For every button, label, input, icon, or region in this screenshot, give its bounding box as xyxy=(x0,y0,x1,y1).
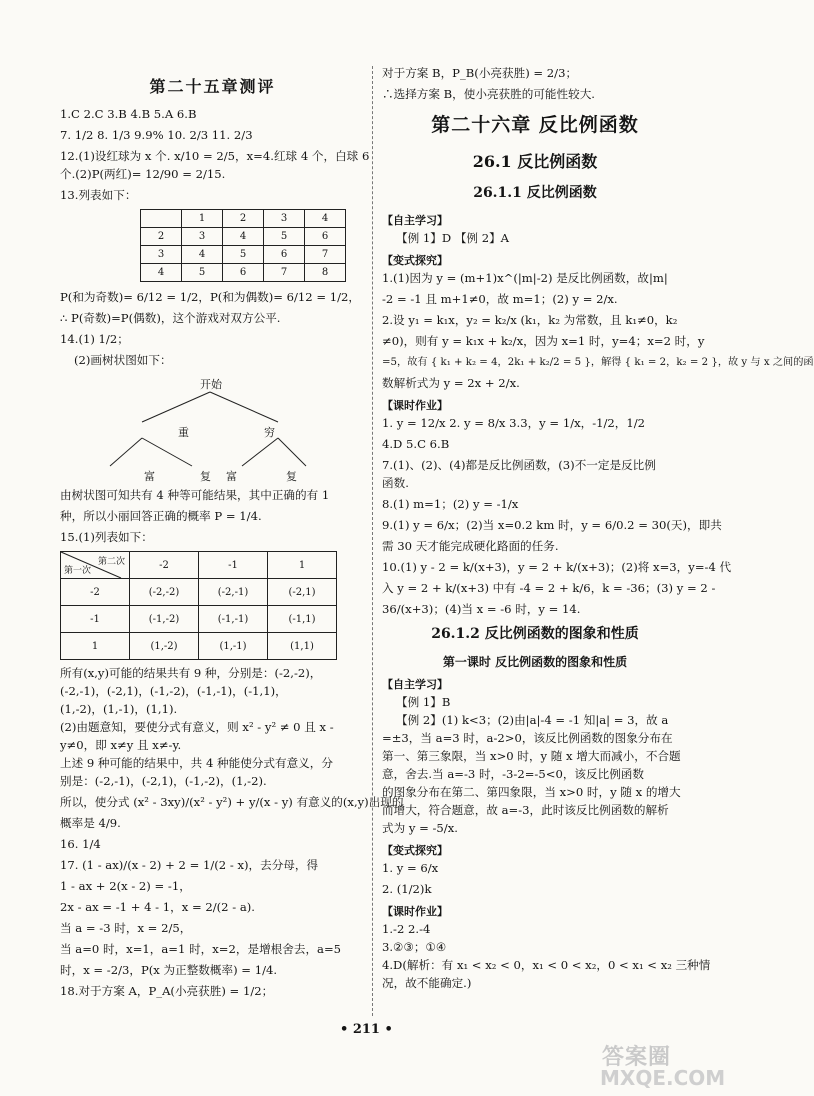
table-cell: 4 xyxy=(182,246,223,264)
column-divider xyxy=(372,66,373,1016)
tree-root: 开始 xyxy=(200,378,222,391)
table-cell: (1,-1) xyxy=(199,633,268,660)
answer-line: 当 a = -3 时，x = 2/5， xyxy=(60,921,192,935)
answer-line: 3.②③；①④ xyxy=(382,940,447,954)
answer-line: =±3，当 a=3 时，a-2>0，该反比例函数的图象分布在 xyxy=(382,731,673,745)
answer-line: -2 = -1 且 m+1≠0，故 m=1；(2) y = 2/x. xyxy=(382,292,618,306)
table-cell: (-2,-2) xyxy=(130,579,199,606)
tree-leaf: 富 xyxy=(144,470,155,483)
answer-line: (2)画树状图如下： xyxy=(74,353,172,367)
tree-leaf: 复 xyxy=(286,470,297,483)
variant-tag: 【变式探究】 xyxy=(382,254,448,267)
header-first-draw: 第一次 xyxy=(64,566,92,576)
answer-line: 函数. xyxy=(382,476,409,490)
answer-line: 4.D(解析：有 x₁ < x₂ < 0，x₁ < 0 < x₂，0 < x₁ < x₂ 三种情 xyxy=(382,958,711,972)
variant-tag: 【变式探究】 xyxy=(382,844,448,857)
answer-line: 概率是 4/9. xyxy=(60,816,121,830)
answer-line: 4.D 5.C 6.B xyxy=(382,437,450,451)
answer-line: 1. y = 6/x xyxy=(382,861,439,875)
table-cell: 2 xyxy=(141,228,182,246)
page-number: • 211 • xyxy=(340,1022,393,1037)
answer-line: (-2,-1)，(-2,1)，(-1,-2)，(-1,-1)，(-1,1)， xyxy=(60,684,287,698)
table-row xyxy=(61,606,337,633)
table-cell: 8 xyxy=(305,264,346,282)
answer-line: 所有(x,y)可能的结果共有 9 种，分别是：(-2,-2)， xyxy=(60,666,322,680)
answer-line: 16. 1/4 xyxy=(60,837,101,851)
answer-line: =5，故有 { k₁ + k₂ = 4，2k₁ + k₂/2 = 5 }，解得 { k₁ = 2，k₂ = 2 }，故 y 与 x 之间的函 xyxy=(382,357,814,368)
table-row xyxy=(61,579,337,606)
answer-line: 10.(1) y - 2 = k/(x+3)，y = 2 + k/(x+3)；(2)将 x=3，y=-4 代 xyxy=(382,560,732,574)
answer-line: 第一、第三象限，当 x>0 时，y 随 x 增大而减小，不合题 xyxy=(382,749,681,763)
homework-tag: 【课时作业】 xyxy=(382,905,448,918)
table-cell: 3 xyxy=(182,228,223,246)
sum-table xyxy=(140,209,346,282)
table-row xyxy=(141,264,346,282)
answer-line: 的图象分布在第二、第四象限，当 x>0 时，y 随 x 的增大 xyxy=(382,785,681,799)
answer-line: ∴ P(奇数)=P(偶数)，这个游戏对双方公平. xyxy=(60,311,281,325)
answer-line: 13.列表如下： xyxy=(60,188,137,202)
answer-line: 对于方案 B，P_B(小亮获胜) = 2/3； xyxy=(382,66,578,80)
tree-diagram xyxy=(60,374,360,482)
answer-line: 1 - ax + 2(x - 2) = -1， xyxy=(60,879,191,893)
table-cell: 5 xyxy=(182,264,223,282)
table-cell: (-1,-1) xyxy=(199,606,268,633)
column-header: -1 xyxy=(199,552,268,579)
column-header: -2 xyxy=(130,552,199,579)
table-cell: 4 xyxy=(223,228,264,246)
answer-line: 8.(1) m=1；(2) y = -1/x xyxy=(382,497,519,511)
answer-line: 1.(1)因为 y = (m+1)x^(|m|-2) 是反比例函数，故|m| xyxy=(382,271,668,285)
answer-line: 1.C 2.C 3.B 4.B 5.A 6.B xyxy=(60,107,197,121)
tree-node: 穷 xyxy=(264,426,275,439)
answer-line: 7. 1/2 8. 1/3 9.9% 10. 2/3 11. 2/3 xyxy=(60,128,253,142)
answer-line: 由树状图可知共有 4 种等可能结果，其中正确的有 1 xyxy=(60,488,330,502)
answer-line: 7.(1)、(2)、(4)都是反比例函数，(3)不一定是反比例 xyxy=(382,458,656,472)
table-cell: (-1,1) xyxy=(268,606,337,633)
self-study-tag: 【自主学习】 xyxy=(382,214,448,227)
chapter-25-test-title: 第二十五章测评 xyxy=(149,77,276,96)
answer-line: 意，舍去.当 a=-3 时，-3-2=-5<0，该反比例函数 xyxy=(382,767,644,781)
table-cell: 6 xyxy=(223,264,264,282)
table-cell: (1,-2) xyxy=(130,633,199,660)
table-cell: 3 xyxy=(141,246,182,264)
diagonal-header-cell xyxy=(61,552,130,579)
answer-line: P(和为奇数)= 6/12 = 1/2，P(和为偶数)= 6/12 = 1/2， xyxy=(60,290,360,304)
table-cell: 6 xyxy=(305,228,346,246)
answer-line: 况，故不能确定.) xyxy=(382,976,472,990)
table-cell: 7 xyxy=(305,246,346,264)
answer-line: 17. (1 - ax)/(x - 2) + 2 = 1/(2 - x)，去分母，得 xyxy=(60,858,319,872)
table-cell: 4 xyxy=(305,210,346,228)
answer-line: 9.(1) y = 6/x；(2)当 x=0.2 km 时，y = 6/0.2 = 30(天)，即共 xyxy=(382,518,722,532)
answer-line: ≠0)，则有 y = k₁x + k₂/x，因为 x=1 时，y=4；x=2 时，y xyxy=(382,334,705,348)
lesson-title: 第一课时 反比例函数的图象和性质 xyxy=(442,655,628,669)
answer-line: (1,-2)，(1,-1)，(1,1). xyxy=(60,702,178,716)
self-study-tag: 【自主学习】 xyxy=(382,678,448,691)
answer-line: 别是：(-2,-1)，(-2,1)，(-1,-2)，(1,-2). xyxy=(60,774,267,788)
table-cell: 2 xyxy=(223,210,264,228)
chapter-26-title: 第二十六章 反比例函数 xyxy=(431,114,639,136)
answer-line: 1. y = 12/x 2. y = 8/x 3.3，y = 1/x，-1/2，1/2 xyxy=(382,416,646,430)
table-cell: 4 xyxy=(141,264,182,282)
answer-line: 1.-2 2.-4 xyxy=(382,922,431,936)
answer-line: 上述 9 种可能的结果中，共 4 种能使分式有意义，分 xyxy=(60,756,333,770)
table-cell: 1 xyxy=(182,210,223,228)
watermark-url: MXQE.COM xyxy=(600,1066,726,1090)
answer-line: 种，所以小丽回答正确的概率 P = 1/4. xyxy=(60,509,262,523)
row-header: 1 xyxy=(61,633,130,660)
table-row xyxy=(61,552,337,579)
answer-line: 36/(x+3)；(4)当 x = -6 时，y = 14. xyxy=(382,602,581,616)
table-cell: 7 xyxy=(264,264,305,282)
table-cell: 5 xyxy=(264,228,305,246)
tree-leaf: 复 xyxy=(200,470,211,483)
right-column xyxy=(382,66,814,997)
table-row xyxy=(141,210,346,228)
answer-line: 2x - ax = -1 + 4 - 1，x = 2/(2 - a). xyxy=(60,900,255,914)
header-second-draw: 第二次 xyxy=(97,557,125,567)
subsection-title: 26.1.2 反比例函数的图象和性质 xyxy=(431,626,639,642)
watermark-logo: 答案圈 xyxy=(602,1045,672,1070)
answer-line: 式为 y = -5/x. xyxy=(382,821,458,835)
answer-line: 2.设 y₁ = k₁x，y₂ = k₂/x (k₁，k₂ 为常数，且 k₁≠0，k₂ xyxy=(382,313,678,327)
answer-line: 时，x = -2/3，P(x 为正整数概率) = 1/4. xyxy=(60,963,278,977)
answer-line: 数解析式为 y = 2x + 2/x. xyxy=(382,376,520,390)
answer-line: 入 y = 2 + k/(x+3) 中有 -4 = 2 + k/6，k = -36；(3) y = 2 - xyxy=(382,581,716,595)
answer-line: 所以，使分式 (x² - 3xy)/(x² - y²) + y/(x - y) 有意义的(x,y)出现的 xyxy=(60,795,404,809)
answer-line: (2)由题意知，要使分式有意义，则 x² - y² ≠ 0 且 x - xyxy=(60,720,334,734)
table-cell xyxy=(141,210,182,228)
homework-tag: 【课时作业】 xyxy=(382,399,448,412)
answer-line: 【例 2】(1) k<3；(2)由|a|-4 = -1 知|a| = 3，故 a xyxy=(396,713,669,727)
table-row xyxy=(141,246,346,264)
section-title: 26.1 反比例函数 xyxy=(472,152,598,171)
answer-line: ∴选择方案 B，使小亮获胜的可能性较大. xyxy=(382,87,595,101)
answer-line: 18.对于方案 A，P_A(小亮获胜) = 1/2； xyxy=(60,984,274,998)
row-header: -1 xyxy=(61,606,130,633)
subsection-title: 26.1.1 反比例函数 xyxy=(473,185,597,201)
column-header: 1 xyxy=(268,552,337,579)
answer-line: 而增大，符合题意，故 a=-3，此时该反比例函数的解析 xyxy=(382,803,669,817)
answer-line: 当 a=0 时，x=1，a=1 时，x=2，是增根舍去，a=5 xyxy=(60,942,342,956)
table-cell: (-2,1) xyxy=(268,579,337,606)
table-cell: (-1,-2) xyxy=(130,606,199,633)
answer-line: 2. (1/2)k xyxy=(382,882,432,896)
answer-line: 【例 1】B xyxy=(396,695,451,709)
answer-line: 14.(1) 1/2； xyxy=(60,332,129,346)
tree-leaf: 富 xyxy=(226,470,237,483)
table-cell: (-2,-1) xyxy=(199,579,268,606)
answer-line: y≠0，即 x≠y 且 x≠-y. xyxy=(60,738,182,752)
pairs-table xyxy=(60,551,337,660)
answer-line: 15.(1)列表如下： xyxy=(60,530,153,544)
table-cell: 6 xyxy=(264,246,305,264)
answer-line: 【例 1】D 【例 2】A xyxy=(396,231,510,245)
answer-line: 个.(2)P(两红)= 12/90 = 2/15. xyxy=(60,167,226,181)
row-header: -2 xyxy=(61,579,130,606)
table-cell: (1,1) xyxy=(268,633,337,660)
answer-line: 需 30 天才能完成硬化路面的任务. xyxy=(382,539,559,553)
answer-line: 12.(1)设红球为 x 个. x/10 = 2/5，x=4.红球 4 个，白球 6 xyxy=(60,149,370,163)
table-row xyxy=(141,228,346,246)
tree-node: 重 xyxy=(178,426,189,439)
table-cell: 5 xyxy=(223,246,264,264)
table-cell: 3 xyxy=(264,210,305,228)
table-row xyxy=(61,633,337,660)
